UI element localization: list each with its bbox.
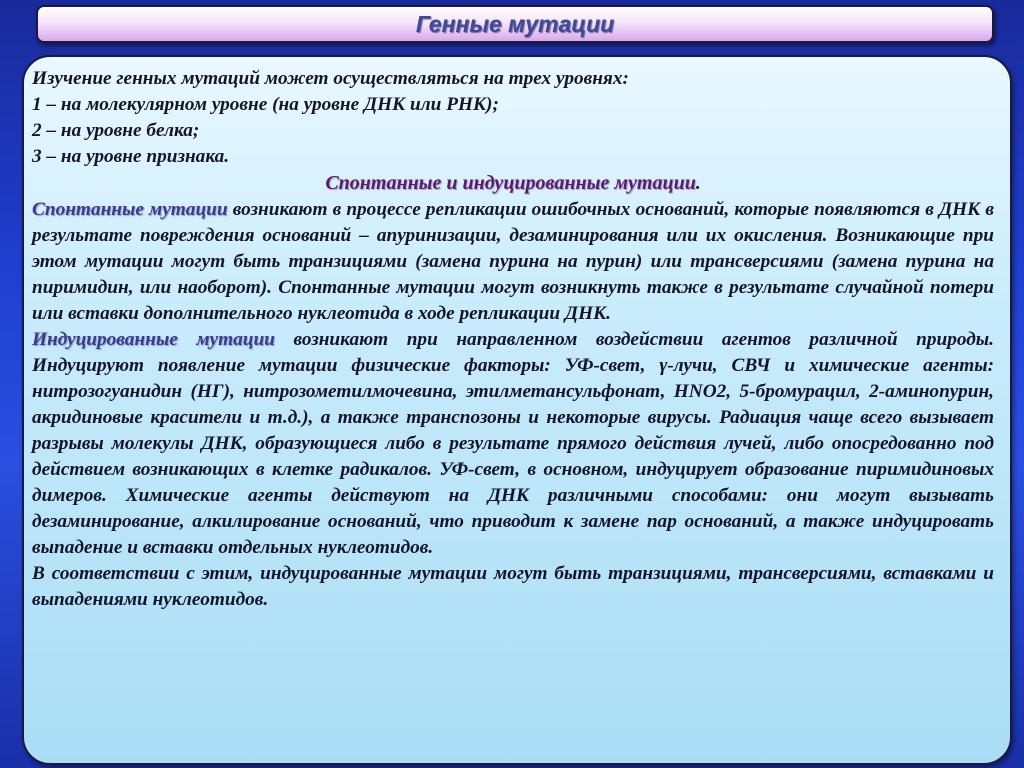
slide-title-bar bbox=[36, 5, 994, 43]
intro-line-3: 2 – на уровне белка; bbox=[32, 120, 200, 141]
spontaneous-term: Спонтанные мутации bbox=[32, 199, 228, 220]
spontaneous-text: возникают в процессе репликации ошибочных оснований, которые появляются в ДНК в результате повреждения оснований – апуринизации, дезаминирования или их окисления. Возникающие при этом мутации могут быть транзициями (замена пурина на пурин) или трансверсиями (замена пурина на пиримидин, или наоборот). Спонтанные мутации могут возникнуть также в результате случайной потери или вставки дополнительного нуклеотида в ходе репликации ДНК. bbox=[32, 199, 995, 324]
subheading-period: . bbox=[695, 173, 701, 194]
induced-term: Индуцированные мутации bbox=[32, 329, 275, 350]
induced-paragraph bbox=[32, 327, 994, 561]
conclusion-period: . bbox=[263, 589, 269, 610]
intro-line-4: 3 – на уровне признака. bbox=[32, 146, 230, 167]
conclusion-text: В соответствии с этим, индуцированные мутации могут быть транзициями, трансверсиями, вставками и выпадениями нуклеотидов bbox=[32, 563, 994, 610]
slide-title: Генные мутации bbox=[415, 10, 615, 37]
subheading-line bbox=[32, 170, 994, 197]
subheading: Спонтанные и индуцированные мутации bbox=[325, 172, 696, 194]
intro-line-2: 1 – на молекулярном уровне (на уровне ДНК или РНК); bbox=[32, 94, 499, 115]
conclusion-paragraph bbox=[32, 561, 994, 613]
intro-line-1: Изучение генных мутаций может осуществляться на трех уровнях: bbox=[32, 68, 629, 89]
induced-text: возникают при направленном воздействии агентов различной природы. Индуцируют появление мутации физические факторы: УФ-свет, γ-лучи, СВЧ и химические агенты: нитрозогуанидин (НГ), нитрозометилмочевина, этилметансульфонат, HNO2, 5-бромурацил, 2-аминопурин, акридиновые красители и т.д.), а также транспозоны и некоторые вирусы. Радиация чаще всего вызывает разрывы молекулы ДНК, образующиеся либо в результате прямого действия лучей, либо опосредованно под действием возникающих в клетке радикалов. УФ-свет, в основном, индуцирует образование пиримидиновых димеров. Химические агенты действуют на ДНК различными способами: они могут вызывать дезаминирование, алкилирование оснований, что приводит к замене пар оснований, а также индуцировать выпадение и вставки отдельных нуклеотидов. bbox=[32, 329, 994, 558]
spontaneous-paragraph bbox=[32, 197, 994, 327]
slide-body bbox=[32, 66, 994, 613]
